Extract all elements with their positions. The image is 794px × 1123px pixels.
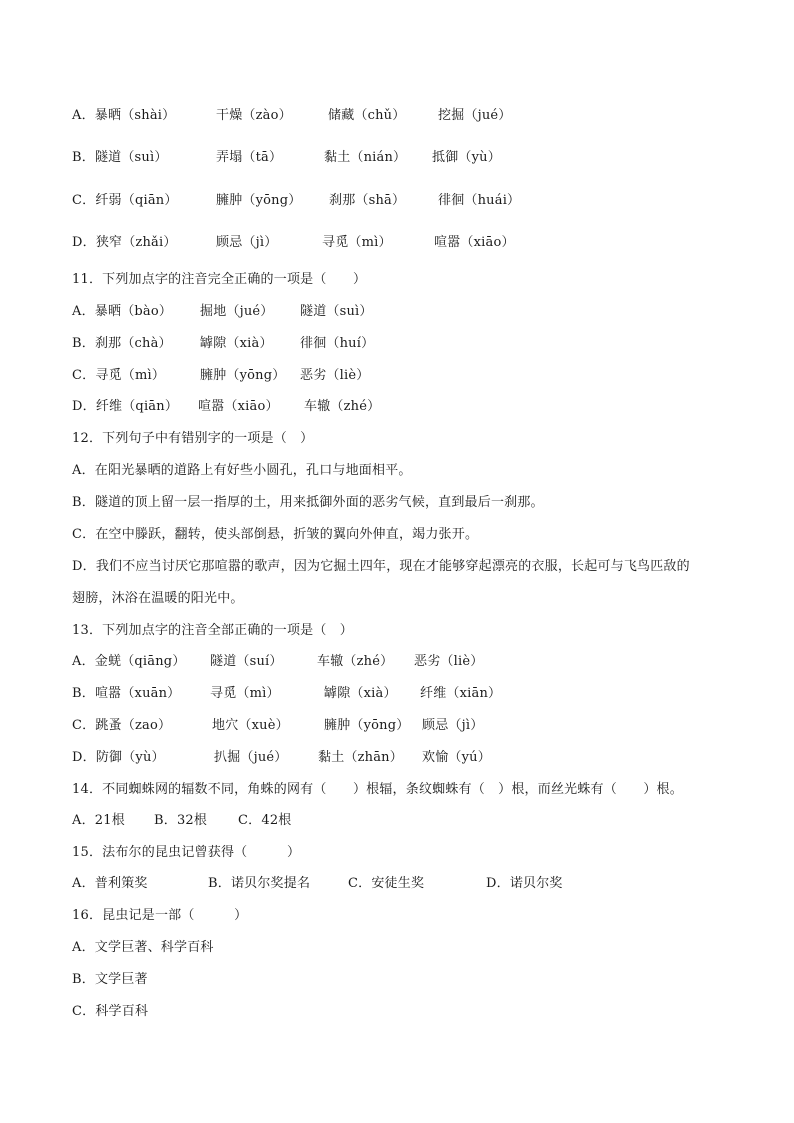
option-text: 恶劣（liè） bbox=[414, 654, 484, 669]
option-text: 喧嚣（xiāo） bbox=[434, 235, 515, 250]
option-text: 臃肿（yōng） bbox=[200, 368, 286, 383]
option-text: 挖掘（jué） bbox=[438, 108, 512, 123]
question-text: 15．法布尔的昆虫记曾获得（ ） bbox=[72, 845, 301, 860]
option-text: B．隧道（suì） bbox=[72, 150, 168, 165]
option-text: 翅膀，沐浴在温暖的阳光中。 bbox=[72, 591, 244, 606]
question-text: 12．下列句子中有错别字的一项是（ ） bbox=[72, 431, 314, 446]
option-text: 罅隙（xià） bbox=[324, 686, 397, 701]
option-text: D．狭窄（zhǎi） bbox=[72, 235, 177, 250]
option-text: 黏土（zhān） bbox=[318, 750, 403, 765]
option-text: A．暴晒（shài） bbox=[72, 108, 176, 123]
option-text: 储藏（chǔ） bbox=[328, 108, 406, 123]
option-text: 罅隙（xià） bbox=[200, 336, 273, 351]
question-text: 11．下列加点字的注音完全正确的一项是（ ） bbox=[72, 272, 367, 287]
option-text: B．刹那（chà） bbox=[72, 336, 172, 351]
option-text: 寻觅（mì） bbox=[322, 235, 392, 250]
option-text: 车辙（zhé） bbox=[304, 399, 381, 414]
option-text: D．防御（yù） bbox=[72, 750, 165, 765]
question-text: 14．不同蜘蛛网的辐数不同，角蛛的网有（ ）根辐，条纹蜘蛛有（ ）根，而丝光蛛有（ ）根。 bbox=[72, 782, 683, 797]
option-text: 弄塌（tā） bbox=[216, 150, 283, 165]
option-text: A．文学巨著、科学百科 bbox=[72, 940, 214, 955]
question-text: 13．下列加点字的注音全部正确的一项是（ ） bbox=[72, 623, 353, 638]
option-text: C．纤弱（qiān） bbox=[72, 193, 178, 208]
option-text: C．42根 bbox=[238, 813, 292, 828]
option-text: 抵御（yù） bbox=[432, 150, 501, 165]
option-text: D．诺贝尔奖 bbox=[486, 876, 563, 891]
option-text: 刹那（shā） bbox=[329, 193, 406, 208]
option-text: 黏土（nián） bbox=[324, 150, 407, 165]
option-text: 臃肿（yōng） bbox=[216, 193, 302, 208]
question-text: 16．昆虫记是一部（ ） bbox=[72, 908, 248, 923]
option-text: A．金蜣（qiāng） bbox=[72, 654, 186, 669]
option-text: 臃肿（yōng） bbox=[324, 718, 410, 733]
option-text: 欢愉（yú） bbox=[422, 750, 491, 765]
option-text: B．32根 bbox=[154, 813, 208, 828]
option-text: 扒掘（jué） bbox=[214, 750, 288, 765]
option-text: A．21根 bbox=[72, 813, 125, 828]
option-text: C．在空中滕跃，翻转，使头部倒悬，折皱的翼向外伸直，竭力张开。 bbox=[72, 527, 479, 542]
option-text: 隧道（suì） bbox=[300, 304, 373, 319]
option-text: 地穴（xuè） bbox=[212, 718, 289, 733]
option-text: C．跳蚤（zao） bbox=[72, 718, 172, 733]
option-text: C．科学百科 bbox=[72, 1004, 149, 1019]
option-text: 寻觅（mì） bbox=[210, 686, 280, 701]
option-text: B．隧道的顶上留一层一指厚的土，用来抵御外面的恶劣气候，直到最后一刹那。 bbox=[72, 495, 544, 510]
option-text: 徘徊（huí） bbox=[300, 336, 375, 351]
option-text: 车辙（zhé） bbox=[317, 654, 394, 669]
option-text: 掘地（jué） bbox=[200, 304, 274, 319]
option-text: B．文学巨著 bbox=[72, 972, 148, 987]
option-text: A．暴晒（bào） bbox=[72, 304, 173, 319]
option-text: 纤维（xiān） bbox=[420, 686, 502, 701]
option-text: 喧嚣（xiāo） bbox=[198, 399, 279, 414]
option-text: 顾忌（jì） bbox=[216, 235, 278, 250]
option-text: B．诺贝尔奖提名 bbox=[208, 876, 311, 891]
option-text: 干燥（zào） bbox=[216, 108, 292, 123]
option-text: 顾忌（jì） bbox=[422, 718, 484, 733]
option-text: A．在阳光暴晒的道路上有好些小圆孔，孔口与地面相平。 bbox=[72, 463, 412, 478]
option-text: C．寻觅（mì） bbox=[72, 368, 166, 383]
option-text: 恶劣（liè） bbox=[300, 368, 370, 383]
option-text: B．喧嚣（xuān） bbox=[72, 686, 181, 701]
option-text: D．我们不应当讨厌它那喧嚣的歌声，因为它掘土四年，现在才能够穿起漂亮的衣服，长起可与飞鸟匹敌的 bbox=[72, 559, 690, 574]
option-text: 隧道（suí） bbox=[210, 654, 283, 669]
option-text: 徘徊（huái） bbox=[438, 193, 521, 208]
option-text: C．安徒生奖 bbox=[348, 876, 425, 891]
option-text: A．普利策奖 bbox=[72, 876, 148, 891]
option-text: D．纤维（qiān） bbox=[72, 399, 179, 414]
